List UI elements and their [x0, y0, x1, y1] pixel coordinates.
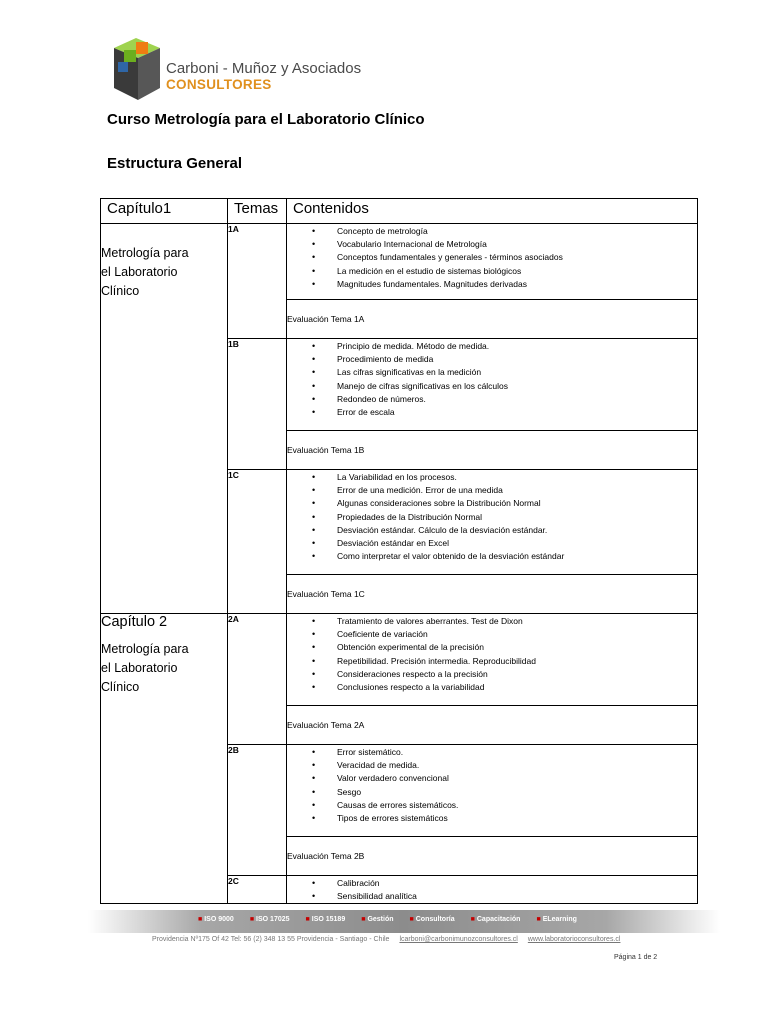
- list-item: • Causas de errores sistemáticos.: [287, 799, 697, 812]
- company-logo: [110, 38, 370, 102]
- topic-evaluation: Evaluación Tema 2B: [287, 837, 698, 876]
- bullet-icon: ■: [361, 916, 366, 923]
- table-row: [101, 614, 698, 706]
- chapter-1-description: Metrología para el Laboratorio Clínico: [101, 246, 189, 298]
- table-header-row: [101, 199, 698, 224]
- list-item: • Como interpretar el valor obtenido de la desviación estándar: [287, 550, 697, 563]
- footer-services: [198, 916, 577, 923]
- topic-code: 2B: [228, 745, 287, 876]
- logo-company-name: Carboni - Muñoz y Asociados: [166, 60, 362, 77]
- bullet-icon: ■: [409, 916, 414, 923]
- list-item: • Repetibilidad. Precisión intermedia. Reproducibilidad: [287, 655, 697, 668]
- list-item: • Sensibilidad analítica: [287, 890, 697, 903]
- list-item: • Las cifras significativas en la medición: [287, 366, 697, 379]
- bullet-icon: ■: [198, 916, 203, 923]
- bullet-icon: ■: [249, 916, 255, 923]
- list-item: • Principio de medida. Método de medida.: [287, 340, 697, 353]
- list-item: • La Variabilidad en los procesos.: [287, 471, 697, 484]
- list-item: • Obtención experimental de la precisión: [287, 641, 697, 654]
- list-item: • Manejo de cifras significativas en los cálculos: [287, 380, 697, 393]
- topic-evaluation: Evaluación Tema 2A: [287, 706, 698, 745]
- topic-contents: [287, 224, 698, 300]
- topic-code: 2C: [228, 876, 287, 904]
- list-item: • Error de una medición. Error de una medida: [287, 484, 697, 497]
- footer-email-link[interactable]: lcarboni@carbonimunozconsultores.cl: [399, 936, 518, 943]
- chapter-2-description: Metrología para el Laboratorio Clínico: [101, 642, 189, 694]
- course-structure-table: [100, 198, 698, 904]
- topic-evaluation: Evaluación Tema 1C: [287, 575, 698, 614]
- list-item: • Coeficiente de variación: [287, 628, 697, 641]
- topic-code: 1A: [228, 224, 287, 339]
- list-item: • Error de escala: [287, 406, 697, 419]
- footer-address: Providencia Nº175 Of 42 Tel: 56 (2) 348 13 55 Providencia - Santiago - Chile: [152, 936, 390, 943]
- footer-item: ■ ISO 17025: [249, 916, 290, 923]
- topic-code: 2A: [228, 614, 287, 745]
- list-item: • Concepto de metrología: [287, 225, 697, 238]
- list-item: • Error sistemático.: [287, 746, 697, 759]
- header-chapter: Capítulo1: [101, 199, 228, 224]
- page-number: Página 1 de 2: [614, 954, 658, 961]
- list-item: • Sesgo: [287, 786, 697, 799]
- list-item: • Tratamiento de valores aberrantes. Test de Dixon: [287, 615, 697, 628]
- footer-item: ■ ISO 9000: [198, 916, 234, 923]
- table-row: [101, 224, 698, 300]
- header-contents: Contenidos: [287, 199, 698, 224]
- document-title: Curso Metrología para el Laboratorio Clínico: [107, 111, 425, 128]
- topic-contents: [287, 470, 698, 575]
- logo-cube-icon: [110, 38, 164, 102]
- list-item: • Magnitudes fundamentales. Magnitudes derivadas: [287, 278, 697, 291]
- list-item: • Desviación estándar en Excel: [287, 537, 697, 550]
- list-item: • La medición en el estudio de sistemas biológicos: [287, 265, 697, 278]
- chapter-2-title: Capítulo 2: [101, 614, 168, 630]
- topic-code: 1B: [228, 339, 287, 470]
- list-item: • Desviación estándar. Cálculo de la desviación estándar.: [287, 524, 697, 537]
- list-item: • Propiedades de la Distribución Normal: [287, 511, 697, 524]
- topic-contents: [287, 745, 698, 837]
- list-item: • Valor verdadero convencional: [287, 772, 697, 785]
- list-item: • Calibración: [287, 877, 697, 890]
- chapter-2-cell: [101, 614, 228, 904]
- topic-contents: [287, 339, 698, 431]
- footer-item: ■ Gestión: [361, 916, 394, 923]
- footer-item: ■ ISO 15189: [305, 916, 346, 923]
- topic-code: 1C: [228, 470, 287, 614]
- bullet-icon: ■: [470, 916, 475, 923]
- footer-address-line: [152, 936, 620, 943]
- bullet-icon: ■: [305, 916, 310, 923]
- list-item: • Procedimiento de medida: [287, 353, 697, 366]
- list-item: • Conclusiones respecto a la variabilidad: [287, 681, 697, 694]
- topic-contents: [287, 614, 698, 706]
- list-item: • Redondeo de números.: [287, 393, 697, 406]
- logo-subtitle: CONSULTORES: [166, 77, 272, 92]
- bullet-icon: ■: [536, 916, 541, 923]
- footer-item: ■ ELearning: [536, 916, 577, 923]
- list-item: • Tipos de errores sistemáticos: [287, 812, 697, 825]
- footer-website-link[interactable]: www.laboratorioconsultores.cl: [527, 936, 621, 943]
- topic-evaluation: Evaluación Tema 1B: [287, 431, 698, 470]
- chapter-1-cell: [101, 224, 228, 614]
- document-subtitle: Estructura General: [107, 155, 243, 172]
- topic-evaluation: Evaluación Tema 1A: [287, 300, 698, 339]
- list-item: • Algunas consideraciones sobre la Distribución Normal: [287, 497, 697, 510]
- list-item: • Vocabulario Internacional de Metrología: [287, 238, 697, 251]
- footer-item: ■ Capacitación: [470, 916, 521, 923]
- footer-item: ■ Consultoría: [409, 916, 455, 923]
- list-item: • Conceptos fundamentales y generales - términos asociados: [287, 251, 697, 264]
- topic-contents: [287, 876, 698, 904]
- header-topics: Temas: [228, 199, 287, 224]
- list-item: • Veracidad de medida.: [287, 759, 697, 772]
- list-item: • Consideraciones respecto a la precisión: [287, 668, 697, 681]
